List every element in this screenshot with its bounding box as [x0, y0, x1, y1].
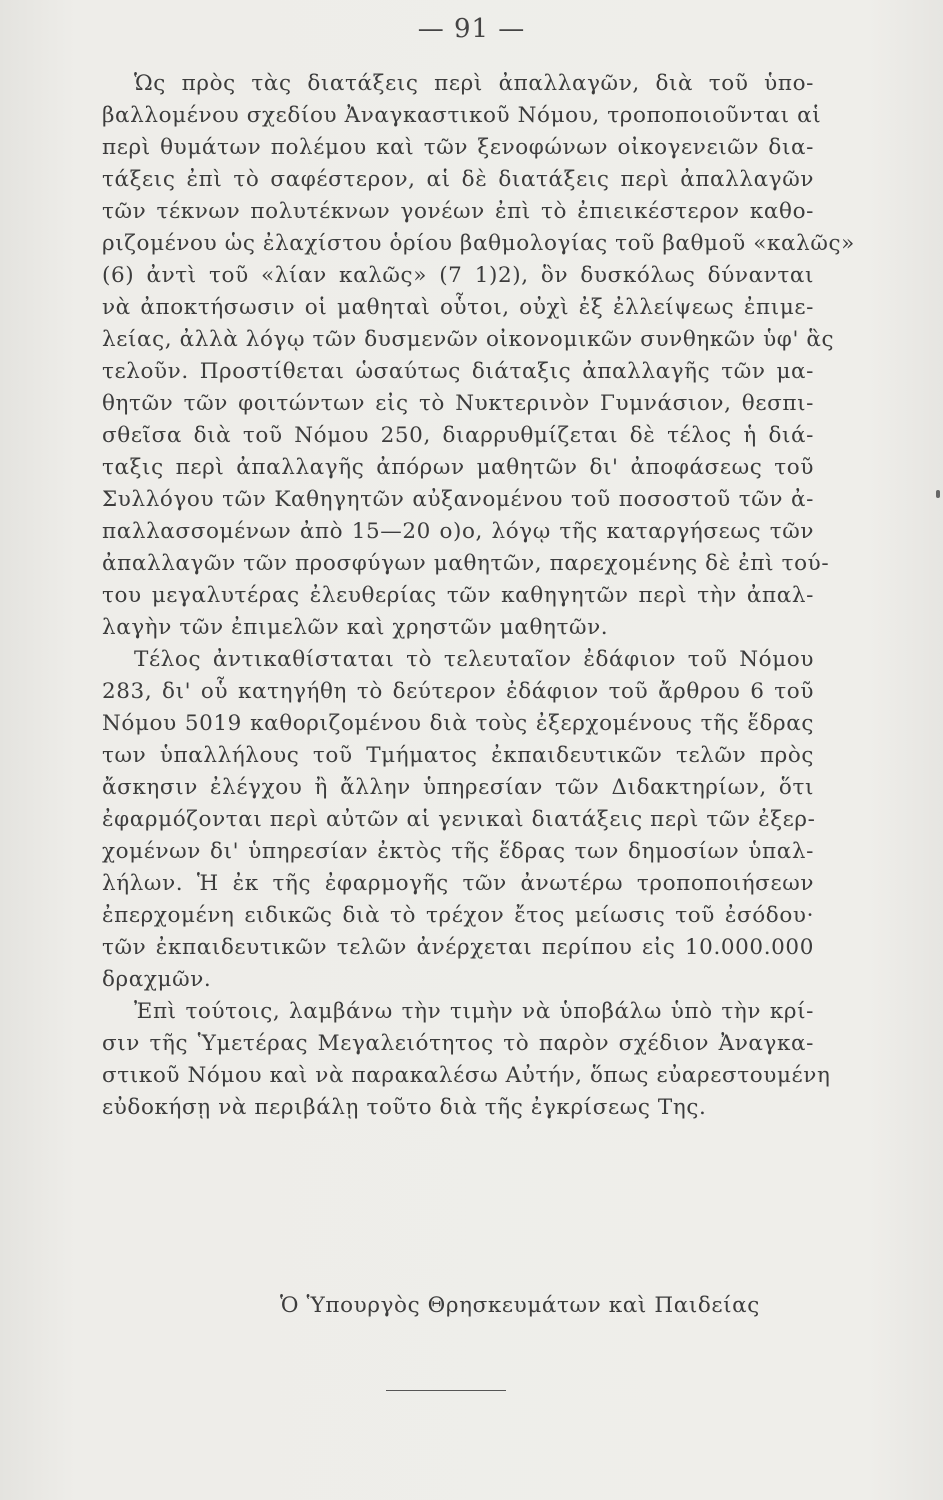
text-line: ἐπερχομένη ειδικῶς διὰ τὸ τρέχον ἔτος μείωσις τοῦ ἐσόδου· — [102, 903, 814, 928]
text-line: του μεγαλυτέρας ἐλευθερίας τῶν καθηγητῶν περὶ τὴν ἀπαλ- — [102, 583, 814, 608]
text-line: χομένων δι' ὑπηρεσίαν ἐκτὸς τῆς ἕδρας των δημοσίων ὑπαλ- — [102, 839, 814, 864]
text-line: Ἐπὶ τούτοις, λαμβάνω τὴν τιμὴν νὰ ὑποβάλω ὑπὸ τὴν κρί- — [134, 999, 814, 1024]
text-line: Νόμου 5019 καθοριζομένου διὰ τοὺς ἐξερχομένους τῆς ἕδρας — [102, 711, 814, 736]
text-line: ἐφαρμόζονται περὶ αὐτῶν αἱ γενικαὶ διατάξεις περὶ τῶν ἐξερ- — [102, 807, 816, 832]
text-line: Ὡς πρὸς τὰς διατάξεις περὶ ἀπαλλαγῶν, διὰ τοῦ ὑπο- — [134, 71, 814, 96]
text-line: ριζομένου ὡς ἐλαχίστου ὁρίου βαθμολογίας τοῦ βαθμοῦ «καλῶς» — [102, 231, 855, 256]
text-line: λείας, ἀλλὰ λόγῳ τῶν δυσμενῶν οἰκονομικῶν συνθηκῶν ὑφ' ἃς — [102, 327, 835, 352]
text-line: σιν τῆς Ὑμετέρας Μεγαλειότητος τὸ παρὸν σχέδιον Ἀναγκα- — [102, 1031, 814, 1056]
text-line: νὰ ἀποκτήσωσιν οἱ μαθηταὶ οὗτοι, οὐχὶ ἐξ ἐλλείψεως ἐπιμε- — [102, 295, 814, 320]
text-line: σθεῖσα διὰ τοῦ Νόμου 250, διαρρυθμίζεται δὲ τέλος ἡ διά- — [102, 423, 814, 448]
text-line: βαλλομένου σχεδίου Ἀναγκαστικοῦ Νόμου, τροποποιοῦνται αἱ — [102, 103, 822, 128]
margin-mark — [936, 490, 940, 498]
text-line: (6) ἀντὶ τοῦ «λίαν καλῶς» (7 1)2), ὃν δυσκόλως δύνανται — [102, 263, 814, 288]
text-line: τῶν τέκνων πολυτέκνων γονέων ἐπὶ τὸ ἐπιεικέστερον καθο- — [102, 199, 814, 224]
page-number: — 91 — — [417, 14, 526, 44]
text-line: τῶν ἐκπαιδευτικῶν τελῶν ἀνέρχεται περίπου εἰς 10.000.000 — [102, 935, 814, 960]
text-line: θητῶν τῶν φοιτώντων εἰς τὸ Νυκτερινὸν Γυμνάσιον, θεσπι- — [102, 391, 814, 416]
text-line: λήλων. Ἡ ἐκ τῆς ἐφαρμογῆς τῶν ἀνωτέρω τροποποιήσεων — [102, 871, 814, 896]
text-line: τάξεις ἐπὶ τὸ σαφέστερον, αἱ δὲ διατάξεις περὶ ἀπαλλαγῶν — [102, 167, 814, 192]
text-line: λαγὴν τῶν ἐπιμελῶν καὶ χρηστῶν μαθητῶν. — [102, 615, 609, 640]
text-line: ἀπαλλαγῶν τῶν προσφύγων μαθητῶν, παρεχομένης δὲ ἐπὶ τού- — [102, 551, 830, 576]
text-line: Τέλος ἀντικαθίσταται τὸ τελευταῖον ἐδάφιον τοῦ Νόμου — [134, 647, 814, 672]
text-line: δραχμῶν. — [102, 967, 212, 992]
text-line: Συλλόγου τῶν Καθηγητῶν αὐξανομένου τοῦ ποσοστοῦ τῶν ἀ- — [102, 487, 814, 512]
body-text — [102, 68, 855, 1124]
text-line: εὐδοκήσῃ νὰ περιβάλῃ τοῦτο διὰ τῆς ἐγκρίσεως Της. — [102, 1095, 707, 1120]
text-line: ἄσκησιν ἐλέγχου ἢ ἄλλην ὑπηρεσίαν τῶν Διδακτηρίων, ὅτι — [102, 775, 814, 800]
text-line: παλλασσομένων ἀπὸ 15—20 ο)ο, λόγῳ τῆς καταργήσεως τῶν — [102, 519, 814, 544]
text-line: στικοῦ Νόμου καὶ νὰ παρακαλέσω Αὐτήν, ὅπως εὐαρεστουμένη — [102, 1063, 831, 1088]
text-line: 283, δι' οὗ κατηγήθη τὸ δεύτερον ἐδάφιον τοῦ ἄρθρου 6 τοῦ — [102, 679, 814, 704]
text-line: τελοῦν. Προστίθεται ὡσαύτως διάταξις ἀπαλλαγῆς τῶν μα- — [102, 359, 814, 384]
text-line: περὶ θυμάτων πολέμου καὶ τῶν ξενοφώνων οἰκογενειῶν δια- — [102, 135, 814, 160]
text-line: των ὑπαλλήλους τοῦ Τμήματος ἐκπαιδευτικῶν τελῶν πρὸς — [102, 743, 814, 768]
signature-line: Ὁ Ὑπουργὸς Θρησκευμάτων καὶ Παιδείας — [280, 1293, 760, 1318]
text-line: ταξις περὶ ἀπαλλαγῆς ἀπόρων μαθητῶν δι' ἀποφάσεως τοῦ — [102, 455, 814, 480]
closing-rule — [386, 1390, 506, 1391]
